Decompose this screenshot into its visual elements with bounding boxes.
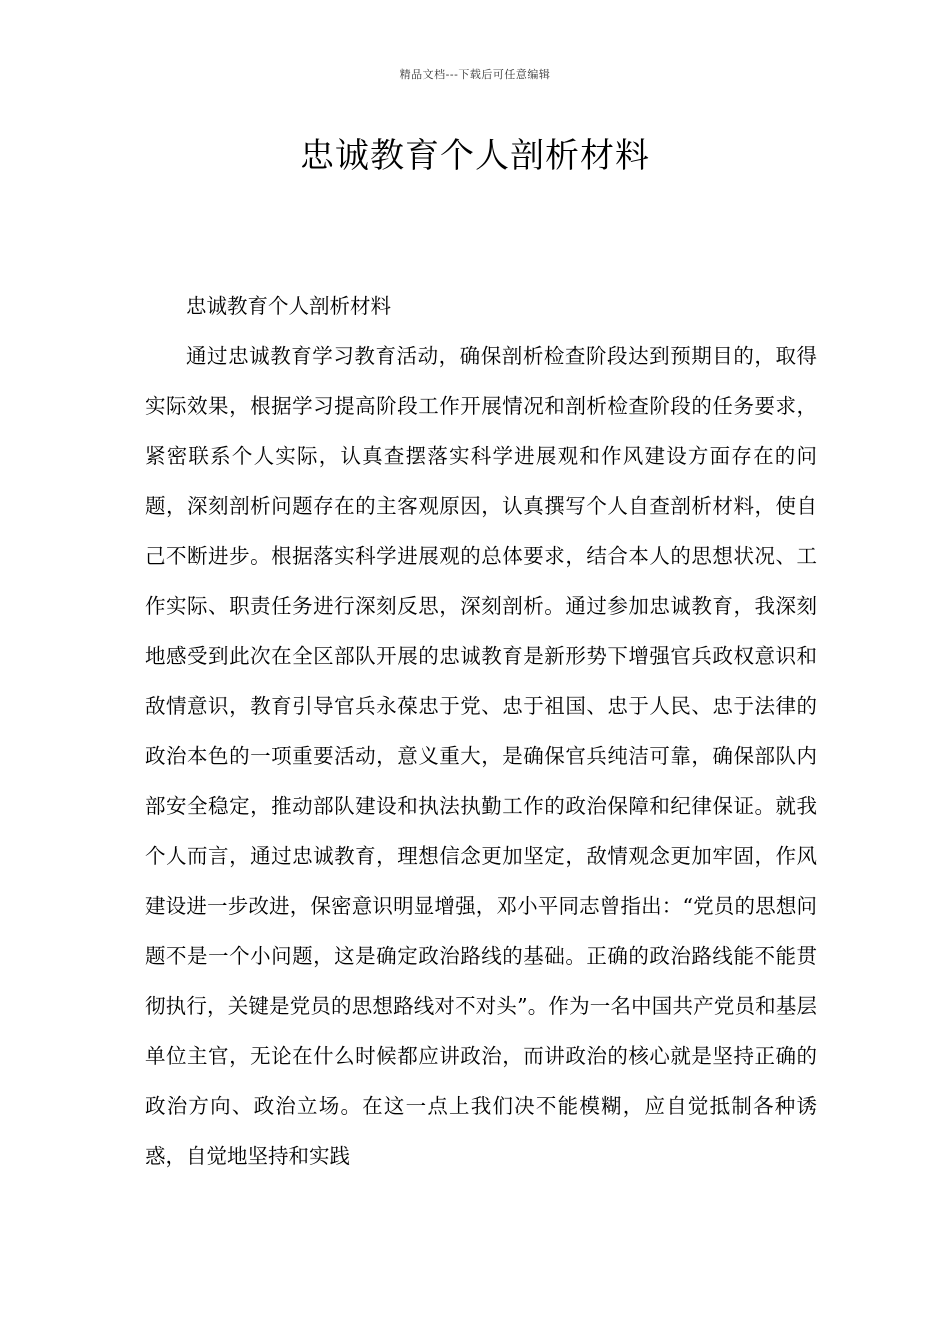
paragraph-subtitle: 忠诚教育个人剖析材料 xyxy=(186,294,391,318)
document-title: 忠诚教育个人剖析材料 xyxy=(300,136,650,176)
paragraph-body: 通过忠诚教育学习教育活动，确保剖析检查阶段达到预期目的，取得实际效果，根据学习提高阶段工作开展情况和剖析检查阶段的任务要求，紧密联系个人实际，认真查摆落实科学进展观和作风建设方面存在的问题，深刻剖析问题存在的主客观原因，认真撰写个人自查剖析材料，使自己不断进步。根据落实科学进展观的总体要求，结合本人的思想状况、工作实际、职责任务进行深刻反思，深刻剖析。通过参加忠诚教育，我深刻地感受到此次在全区部队开展的忠诚教育是新形势下增强官兵政权意识和敌情意识，教育引导官兵永葆忠于党、忠于祖国、忠于人民、忠于法律的政治本色的一项重要活动，意义重大，是确保官兵纯洁可靠，确保部队内部安全稳定，推动部队建设和执法执勤工作的政治保障和纪律保证。就我个人而言，通过忠诚教育，理想信念更加坚定，敌情观念更加牢固，作风建设进一步改进，保密意识明显增强，邓小平同志曾指出：“党员的思想问题不是一个小问题，这是确定政治路线的基础。正确的政治路线能不能贯彻执行，关键是党员的思想路线对不对头”。作为一名中国共产党员和基层单位主官，无论在什么时候都应讲政治，而讲政治的核心就是坚持正确的政治方向、政治立场。在这一点上我们决不能模糊，应自觉抵制各种诱惑，自觉地坚持和实践 xyxy=(145,344,817,1168)
document-body xyxy=(145,281,817,1181)
header-note: 精品文档---下载后可任意编辑 xyxy=(399,68,551,81)
